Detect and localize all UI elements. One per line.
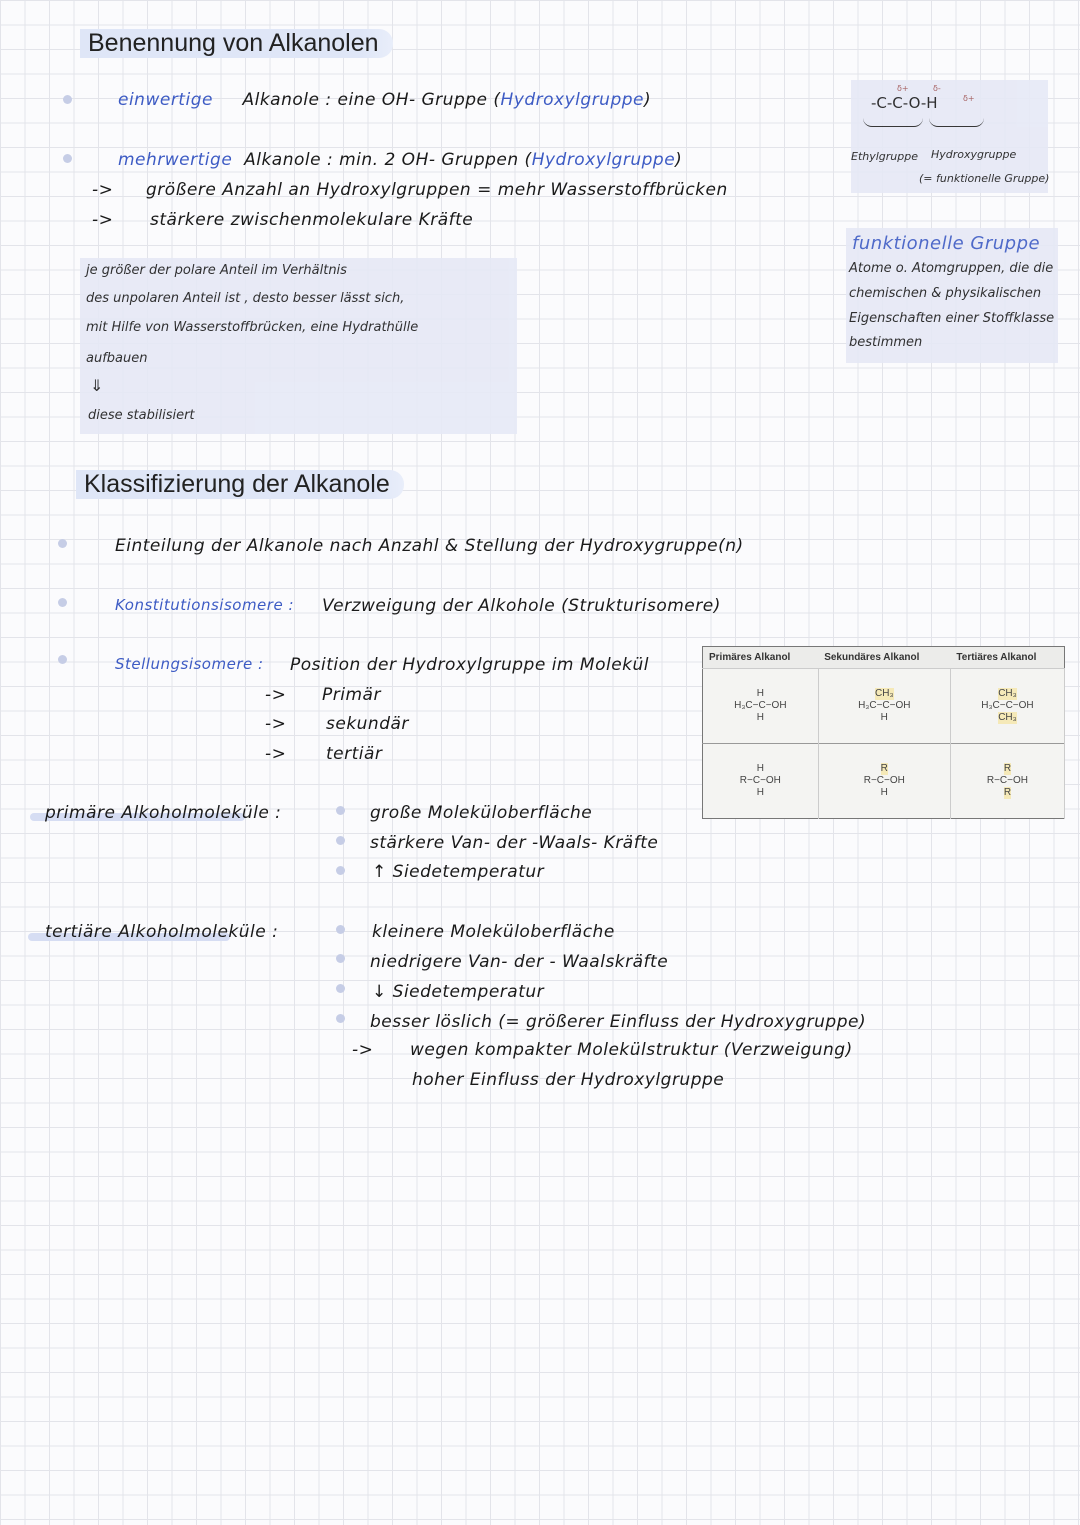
alkanol-table [702,646,1065,819]
section-title-klassifizierung: Klassifizierung der Alkanole [76,470,404,499]
atom: R [1003,763,1012,774]
bullet [336,1014,345,1023]
term: mehrwertige [118,150,233,170]
arrow-icon: -> [265,744,287,764]
bullet [336,866,345,875]
atom: R [880,763,888,774]
paren-term: Hydroxylgruppe [531,150,676,170]
text: ) [644,90,652,110]
position-sekundaer: sekundär [326,714,409,734]
chain: H₃C−C−OH [734,700,787,711]
atom: H [756,763,764,774]
bullet [336,954,345,963]
chain: H₃C−C−OH [981,700,1034,711]
ethanol-structure-box [851,80,1048,193]
structure-formula [871,94,938,112]
note-box [80,258,517,434]
delta-minus: δ- [933,84,941,93]
atom: H [756,787,764,798]
tertiary-sub: wegen kompakter Molekülstruktur (Verzweigung) [410,1040,853,1060]
structure-cell [818,669,950,744]
position-tertiaer: tertiär [326,744,383,764]
position-primaer: Primär [322,685,381,705]
implies-icon: ⇓ [90,376,104,395]
box-line: je größer der polare Anteil im Verhältnis [86,263,347,278]
text: Alkanole : min. 2 OH- Gruppen ( [244,150,532,170]
stellungsisomere-term: Stellungsisomere : [115,655,264,673]
term: einwertige [118,90,213,110]
structure-cell [703,669,819,744]
definition-line: Atome o. Atomgruppen, die die [849,261,1054,276]
bullet [336,925,345,934]
tertiary-point: niedrigere Van- der - Waalskräfte [370,952,669,972]
text: ) [675,150,683,170]
formula: -C-C-O-H [871,94,938,112]
table-row [703,669,1065,744]
arrow-icon: -> [92,180,114,200]
text-line: größere Anzahl an Hydroxylgruppen = mehr Wasserstoffbrücken [146,180,728,200]
konstitutionsisomere-term: Konstitutionsisomere : [115,596,295,614]
arrow-icon: -> [92,210,114,230]
arrow-icon: -> [265,714,287,734]
tertiary-label: tertiäre Alkoholmoleküle : [45,922,279,942]
header-tertiaer: Tertiäres Alkanol [950,647,1064,669]
hydroxy-label: Hydroxygruppe [931,148,1017,161]
section-title-benennung: Benennung von Alkanolen [80,29,393,58]
atom: R [1003,787,1012,798]
delta-plus: δ+ [963,94,975,103]
header-sekundaer: Sekundäres Alkanol [818,647,950,669]
bullet [58,539,67,548]
box-line: mit Hilfe von Wasserstoffbrücken, eine Hydrathülle [86,320,419,335]
primary-point: stärkere Van- der -Waals- Kräfte [370,833,659,853]
bullet [58,598,67,607]
brace-icon [863,118,923,127]
bullet [63,154,72,163]
text-line: Verzweigung der Alkohole (Strukturisomere) [322,596,721,616]
definition-box [846,228,1058,363]
primary-label: primäre Alkoholmoleküle : [45,803,282,823]
structure-cell [950,669,1064,744]
table-header-row [703,647,1065,669]
bullet [336,806,345,815]
box-line: des unpolaren Anteil ist , desto besser lässt sich, [86,291,405,306]
box-line: diese stabilisiert [88,408,195,423]
bullet [58,655,67,664]
arrow-icon: -> [352,1040,374,1060]
tertiary-sub: hoher Einfluss der Hydroxylgruppe [412,1070,725,1090]
atom: H [756,712,764,723]
paren-term: Hydroxylgruppe [500,90,644,110]
chain: H₃C−C−OH [858,700,911,711]
ethyl-label: Ethylgruppe [851,150,919,163]
brace-icon [929,118,984,127]
structure-cell [950,744,1064,819]
atom: CH₃ [998,688,1017,699]
text-line: stärkere zwischenmolekulare Kräfte [150,210,474,230]
einwertige-line [118,90,651,110]
bullet [63,95,72,104]
text-line: Position der Hydroxylgruppe im Molekül [290,655,649,675]
definition-line: bestimmen [849,335,923,350]
structure-cell [703,744,819,819]
box-line: aufbauen [86,351,148,366]
chain: R−C−OH [863,775,905,786]
primary-point: große Moleküloberfläche [370,803,593,823]
hydroxy-note: (= funktionelle Gruppe) [919,172,1050,185]
structure-cell [818,744,950,819]
header-primaer: Primäres Alkanol [703,647,819,669]
atom: H [880,712,888,723]
bullet [336,836,345,845]
atom: H [880,787,888,798]
chain: R−C−OH [739,775,781,786]
definition-line: chemischen & physikalischen [849,286,1042,301]
text-line: Einteilung der Alkanole nach Anzahl & Stellung der Hydroxygruppe(n) [115,536,744,556]
tertiary-point: ↓ Siedetemperatur [372,982,545,1002]
atom: CH₃ [875,688,894,699]
atom: H [756,688,764,699]
mehrwertige-line [118,150,682,170]
definition-title: funktionelle Gruppe [852,233,1041,254]
text: Alkanole : eine OH- Gruppe ( [242,90,501,110]
tertiary-point: kleinere Moleküloberfläche [372,922,615,942]
arrow-icon: -> [265,685,287,705]
definition-line: Eigenschaften einer Stoffklasse [849,311,1055,326]
primary-point: ↑ Siedetemperatur [372,862,545,882]
bullet [336,984,345,993]
atom: CH₃ [998,712,1017,723]
table-row [703,744,1065,819]
delta-plus: δ+ [897,84,909,93]
chain: R−C−OH [986,775,1028,786]
tertiary-point: besser löslich (= größerer Einfluss der Hydroxygruppe) [370,1012,867,1032]
